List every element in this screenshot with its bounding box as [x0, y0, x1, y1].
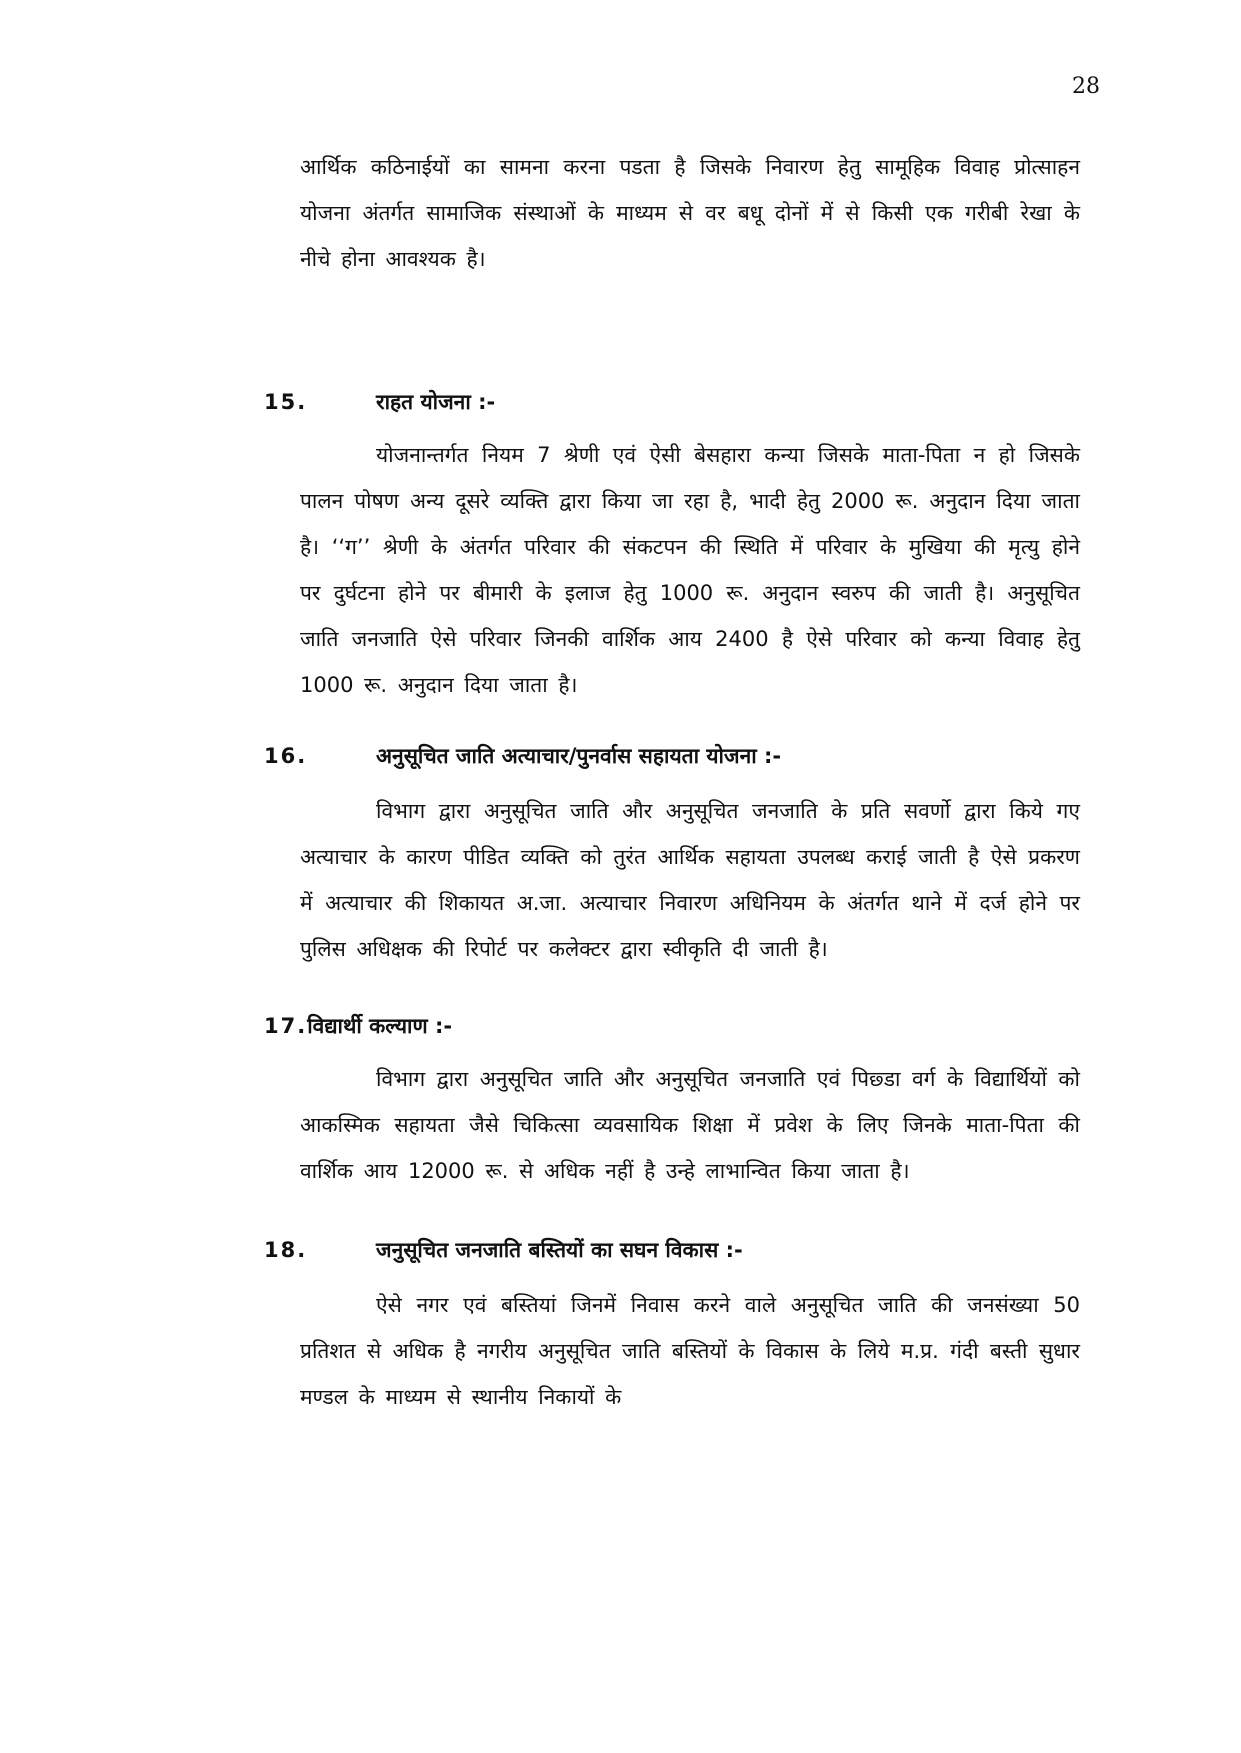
- section-15-body: योजनान्तर्गत नियम 7 श्रेणी एवं ऐसी बेसहारा कन्या जिसके माता-पिता न हो जिसके पालन पोषण अन्य दूसरे व्यक्ति द्वारा किया जा रहा है, भादी हेतु 2000 रू. अनुदान दिया जाता है। ‘‘ग’’ श्रेणी के अंतर्गत परिवार की संकटपन की स्थिति में परिवार के मुखिया की मृत्यु होने पर दुर्घटना होने पर बीमारी के इलाज हेतु 1000 रू. अनुदान स्वरुप की जाती है। अनुसूचित जाति जनजाति ऐसे परिवार जिनकी वार्शिक आय 2400 है ऐसे परिवार को कन्या विवाह हेतु 1000 रू. अनुदान दिया जाता है।: [300, 443, 1080, 697]
- section-16-body: विभाग द्वारा अनुसूचित जाति और अनुसूचित जनजाति के प्रति सवर्णो द्वारा किये गए अत्याचार के कारण पीडित व्यक्ति को तुरंत आर्थिक सहायता उपलब्ध कराई जाती है ऐसे प्रकरण में अत्याचार की शिकायत अ.जा. अत्याचार निवारण अधिनियम के अंतर्गत थाने में दर्ज होने पर पुलिस अधिक्षक की रिपोर्ट पर कलेक्टर द्वारा स्वीकृति दी जाती है।: [300, 799, 1080, 961]
- section-17-title: विद्यार्थी कल्याण :-: [307, 1014, 453, 1038]
- section-17-body: विभाग द्वारा अनुसूचित जाति और अनुसूचित जनजाति एवं पिछ्डा वर्ग के विद्यार्थियों को आकस्मिक सहायता जैसे चिकित्सा व्यवसायिक शिक्षा में प्रवेश के लिए जिनके माता-पिता की वार्शिक आय 12000 रू. से अधिक नहीं है उन्हे लाभान्वित किया जाता है।: [300, 1067, 1080, 1183]
- section-15-heading: [264, 386, 1084, 418]
- section-16-title: अनुसूचित जाति अत्याचार/पुनर्वास सहायता योजना :-: [376, 744, 782, 768]
- continuation-paragraph: आर्थिक कठिनाईयों का सामना करना पडता है जिसके निवारण हेतु सामूहिक विवाह प्रोत्साहन योजना अंतर्गत सामाजिक संस्थाओं के माध्यम से वर बधू दोनों में से किसी एक गरीबी रेखा के नीचे होना आवश्यक है।: [300, 155, 1080, 271]
- section-16-heading: [264, 740, 1084, 772]
- section-18-title: जनुसूचित जनजाति बस्तियों का सघन विकास :-: [376, 1238, 743, 1262]
- section-18-body: ऐसे नगर एवं बस्तियां जिनमें निवास करने वाले अनुसूचित जाति की जनसंख्या 50 प्रतिशत से अधिक है नगरीय अनुसूचित जाति बस्तियों के विकास के लिये म.प्र. गंदी बस्ती सुधार मण्डल के माध्यम से स्थानीय निकायों के: [300, 1293, 1080, 1409]
- section-15-number: 15.: [264, 390, 308, 414]
- section-17-heading: [264, 1010, 1084, 1042]
- section-18-heading: [264, 1234, 1084, 1266]
- section-15-title: राहत योजना :-: [376, 390, 496, 414]
- section-17-number: 17.: [264, 1014, 308, 1038]
- section-18-number: 18.: [264, 1238, 308, 1262]
- section-16-number: 16.: [264, 744, 308, 768]
- page-number: 28: [1072, 74, 1100, 99]
